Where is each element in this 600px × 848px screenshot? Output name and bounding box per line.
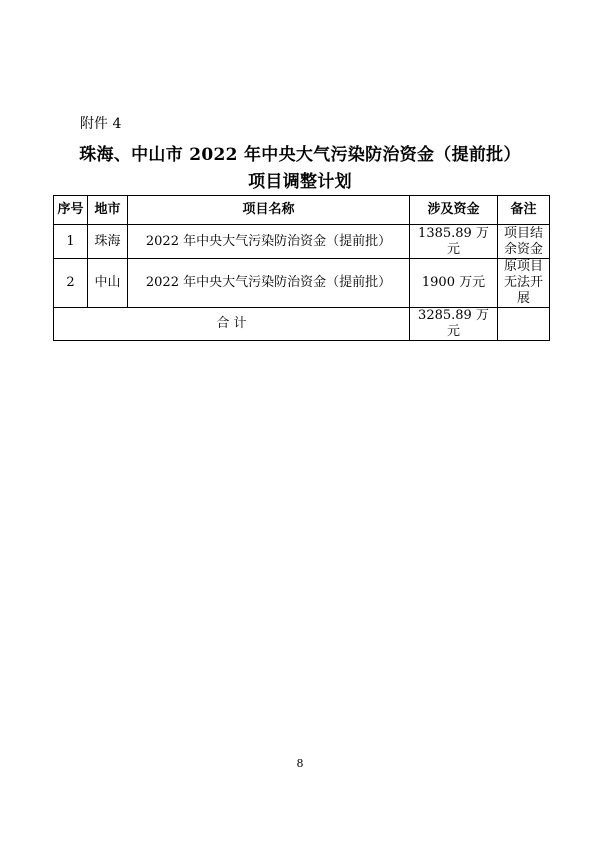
row-note: 原项目无法开展	[498, 259, 550, 308]
row-project-name: 2022 年中央大气污染防治资金（提前批）	[128, 225, 410, 259]
row-amount: 1900 万元	[410, 259, 498, 308]
total-label: 合 计	[54, 308, 410, 341]
table-total-row	[54, 308, 550, 341]
header-serial-number: 序号	[54, 196, 88, 225]
document-subtitle: 项目调整计划	[248, 172, 352, 192]
header-city: 地市	[88, 196, 128, 225]
row-serial-number: 2	[54, 259, 88, 308]
row-project-name: 2022 年中央大气污染防治资金（提前批）	[128, 259, 410, 308]
adjustment-plan-table	[53, 195, 550, 341]
total-amount: 3285.89 万元	[410, 308, 498, 341]
row-city: 中山	[88, 259, 128, 308]
table-row	[54, 259, 550, 308]
row-note: 项目结余资金	[498, 225, 550, 259]
header-note: 备注	[498, 196, 550, 225]
row-amount: 1385.89 万元	[410, 225, 498, 259]
row-city: 珠海	[88, 225, 128, 259]
row-serial-number: 1	[54, 225, 88, 259]
table-header-row	[54, 196, 550, 225]
header-amount: 涉及资金	[410, 196, 498, 225]
table-row	[54, 225, 550, 259]
attachment-label: 附件 4	[80, 116, 122, 132]
header-project-name: 项目名称	[128, 196, 410, 225]
page-number: 8	[296, 757, 304, 770]
document-title: 珠海、中山市 2022 年中央大气污染防治资金（提前批）	[79, 145, 521, 165]
total-note	[498, 308, 550, 341]
